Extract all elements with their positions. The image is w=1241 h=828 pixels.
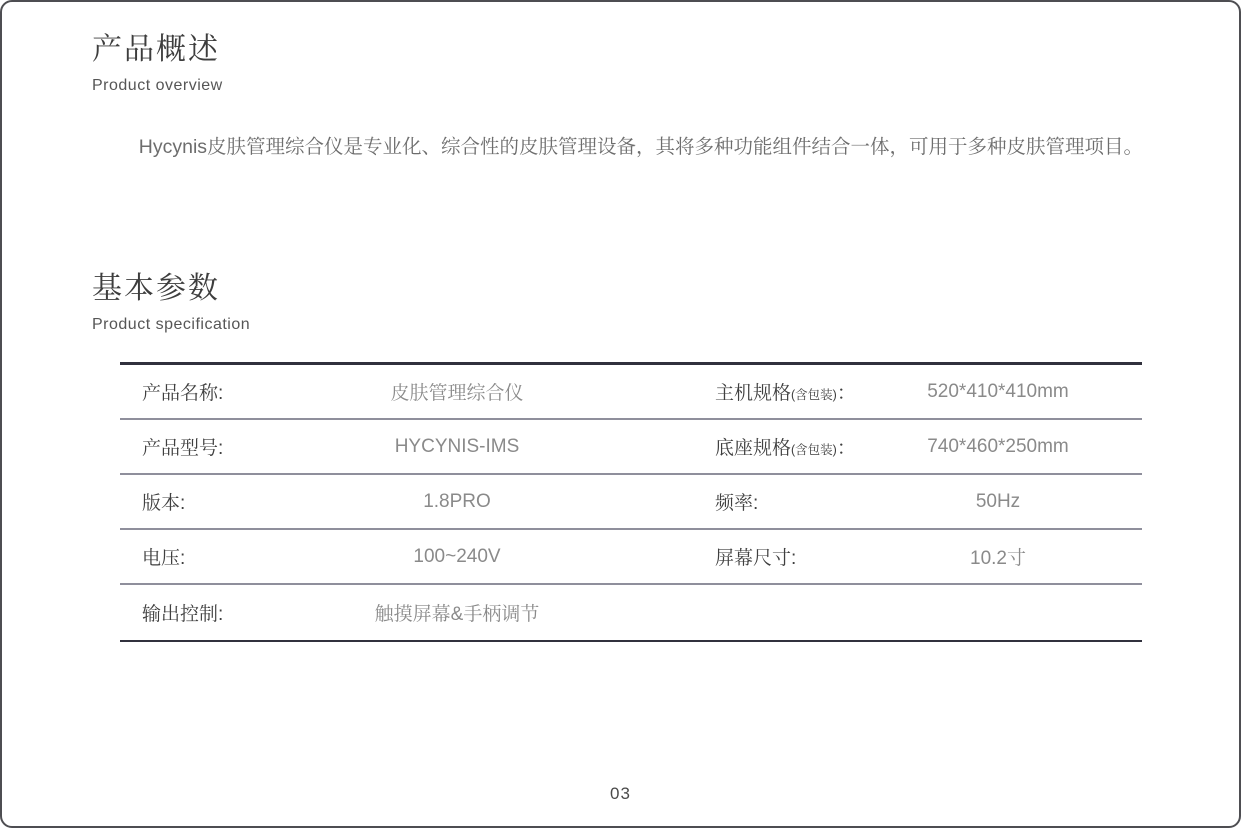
spec-label-colon: ： bbox=[836, 383, 856, 404]
table-row bbox=[120, 585, 1142, 640]
spec-label-note: (含包装) bbox=[791, 443, 837, 457]
spec-value: HYCYNIS-IMS bbox=[394, 435, 520, 457]
spec-label: 产品名称: bbox=[142, 383, 224, 404]
spec-label-main: 主机规格 bbox=[715, 383, 792, 404]
spec-label: 输出控制: bbox=[142, 604, 224, 625]
specification-table bbox=[120, 362, 1142, 642]
spec-label-main: 底座规格 bbox=[715, 438, 792, 459]
table-row bbox=[120, 475, 1142, 530]
page-number: 03 bbox=[610, 784, 631, 803]
spec-label bbox=[604, 433, 854, 460]
table-row bbox=[120, 365, 1142, 420]
spec-label bbox=[604, 378, 854, 405]
spec-label bbox=[604, 488, 854, 515]
overview-section bbox=[92, 32, 1149, 169]
spec-value: 100~240V bbox=[413, 545, 501, 567]
spec-label-main: 频率: bbox=[715, 493, 759, 514]
spec-value: 皮肤管理综合仪 bbox=[390, 383, 524, 404]
spec-label-colon: ： bbox=[836, 438, 856, 459]
spec-value: 1.8PRO bbox=[423, 490, 491, 512]
spec-value: 740*460*250mm bbox=[927, 435, 1069, 457]
specification-section bbox=[92, 271, 1149, 642]
overview-subtitle: Product overview bbox=[92, 77, 223, 94]
spec-label-main: 屏幕尺寸: bbox=[715, 548, 797, 569]
table-row bbox=[120, 530, 1142, 585]
overview-title: 产品概述 bbox=[92, 33, 220, 66]
spec-value: 触摸屏幕&手柄调节 bbox=[374, 604, 540, 625]
specification-subtitle: Product specification bbox=[92, 316, 251, 333]
spec-label: 产品型号: bbox=[142, 438, 224, 459]
spec-label: 电压: bbox=[142, 548, 186, 569]
spec-label bbox=[604, 543, 854, 570]
spec-value: 50Hz bbox=[975, 490, 1021, 512]
table-row bbox=[120, 420, 1142, 475]
spec-value: 10.2寸 bbox=[970, 548, 1026, 569]
overview-paragraph: Hycynis皮肤管理综合仪是专业化、综合性的皮肤管理设备，其将多种功能组件结合一体，可用于多种皮肤管理项目。 bbox=[138, 136, 1144, 158]
spec-label: 版本: bbox=[142, 493, 186, 514]
spec-label-note: (含包装) bbox=[791, 388, 837, 402]
spec-value: 520*410*410mm bbox=[927, 380, 1069, 402]
specification-title: 基本参数 bbox=[92, 272, 220, 305]
